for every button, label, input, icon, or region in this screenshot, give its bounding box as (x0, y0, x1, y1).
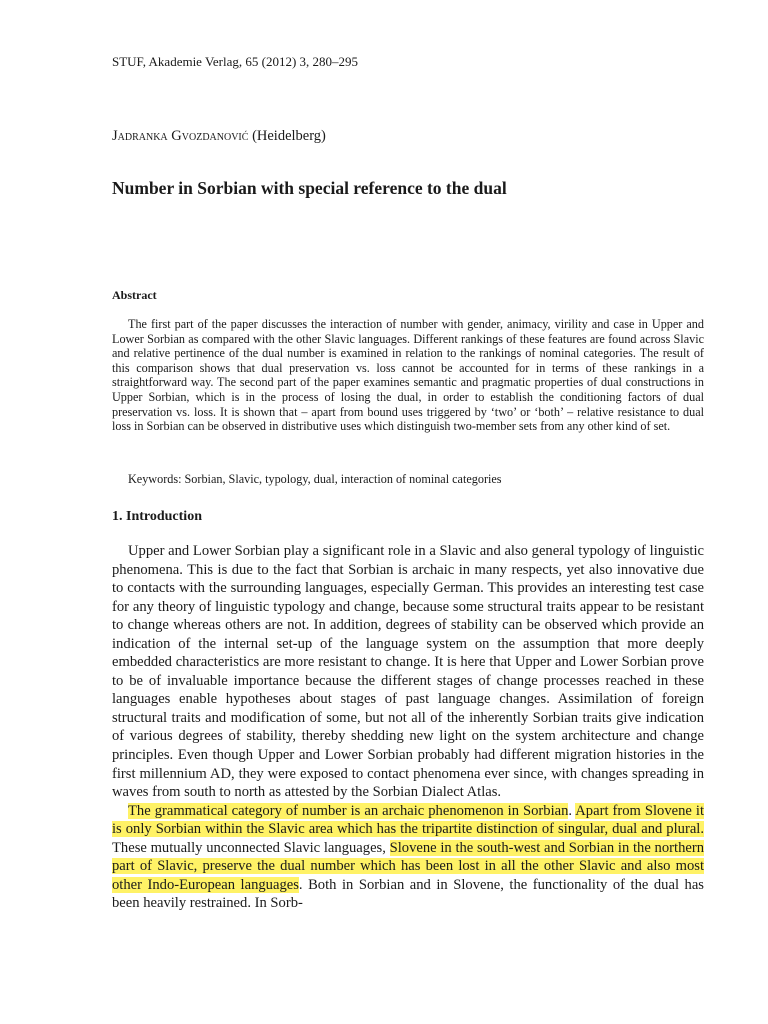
highlight-2: Apart from Slovene it is only Sorbian within the Slavic area which has the tripartite distinction of singular, dual and plural. (112, 802, 705, 838)
keywords-line: Keywords: Sorbian, Slavic, typology, dual, interaction of nominal categories (128, 472, 502, 486)
author-first-rest: adranka (117, 128, 168, 144)
author-first-initial: J (112, 128, 118, 144)
abstract-text: The first part of the paper discusses the interaction of number with gender, animacy, virility and case in Upper and Lower Sorbian as compared with the other Slavic languages. Different rankings of these features are found across Slavic and relative pertinence of the dual number is examined in relation to the rankings of nominal categories. The result of this comparison shows that dual preservation vs. loss cannot be accounted for in terms of these rankings in a straightforward way. The second part of the paper examines semantic and pragmatic properties of dual constructions in Upper Sorbian, which is in the process of losing the dual, in order to establish the conditioning factors of dual preservation vs. loss. It is shown that – apart from bound uses triggered by ‘two’ or ‘both’ – relative resistance to dual loss in Sorbian can be observed in distributive uses which distinguish two-member sets from any other kind of set. (112, 317, 704, 434)
paper-title: Number in Sorbian with special reference to the dual (112, 178, 507, 198)
author-affiliation: (Heidelberg) (252, 128, 326, 144)
author-last-initial: G (171, 128, 182, 144)
author-line (112, 128, 326, 145)
plain-text-3: . Both in Sorbian and in Slovene, the functionality of the dual has been heavily restrained. In Sorb- (112, 876, 704, 912)
section-heading: 1. Introduction (112, 509, 202, 524)
highlight-3: Slovene in the south-west and Sorbian in the northern part of Slavic, preserve the dual number which has been lost in all the other Slavic and also most other Indo-European languages (112, 839, 704, 893)
section-body (112, 542, 704, 913)
intro-paragraph-1: Upper and Lower Sorbian play a significant role in a Slavic and also general typology of linguistic phenomena. This is due to the fact that Sorbian is archaic in many respects, yet also innovative due to contacts with the surrounding languages, especially German. This provides an interesting test case for any theory of linguistic typology and change, because some structural traits appear to be resistant to change whereas others are not. In addition, degrees of stability can be observed which provide an indication of the internal set-up of the language system on the assumption that more deeply embedded characteristics are more resistant to change. It is here that Upper and Lower Sorbian prove to be of invaluable importance because the different stages of change processes reached in these languages enable hypotheses about stages of past language changes. Assimilation of foreign structural traits and modification of some, but not all of the inherently Sorbian traits give indication of various degrees of stability, thereby shedding new light on the system architecture and change principles. Even though Upper and Lower Sorbian probably had different migration histories in the first millennium AD, they were exposed to contact phenomena ever since, with changes spreading in waves from south to north as attested by the Sorbian Dialect Atlas. (112, 543, 704, 801)
plain-text-2: These mutually unconnected Slavic languages, (112, 839, 390, 856)
highlight-1: The grammatical category of number is an archaic phenomenon in Sorbian (128, 802, 569, 819)
journal-citation: STUF, Akademie Verlag, 65 (2012) 3, 280–295 (112, 54, 359, 69)
author-last-rest: vozdanović (181, 128, 249, 144)
abstract-heading: Abstract (112, 288, 157, 302)
plain-text-1: . (568, 802, 576, 819)
intro-paragraph-2 (112, 802, 704, 913)
